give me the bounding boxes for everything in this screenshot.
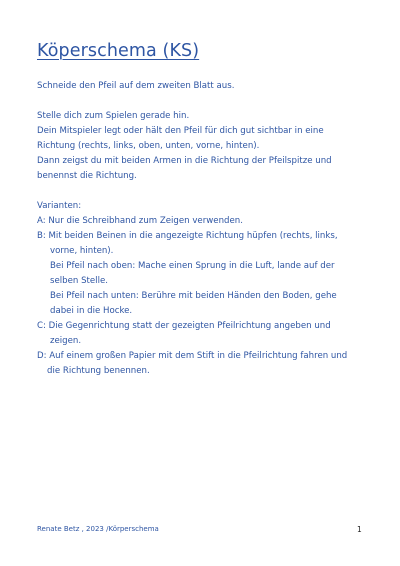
- page-title: Köperschema (KS): [37, 41, 200, 61]
- variant-d-continuation: die Richtung benennen.: [47, 366, 150, 376]
- variant-b-continuation: vorne, hinten).: [50, 246, 114, 256]
- instruction-line: Schneide den Pfeil auf dem zweiten Blatt aus.: [37, 81, 235, 91]
- paragraph-gap: [37, 94, 377, 109]
- instruction-line: Richtung (rechts, links, oben, unten, vorne, hinten).: [37, 141, 260, 151]
- footer-text: Renate Betz , 2023 /Körperschema: [37, 525, 159, 533]
- variant-c: C: Die Gegenrichtung statt der gezeigten Pfeilrichtung angeben und: [37, 321, 331, 331]
- page-number: 1: [357, 525, 362, 534]
- paragraph-gap: [37, 184, 377, 199]
- variant-c-continuation: zeigen.: [50, 336, 82, 346]
- variant-b-down: Bei Pfeil nach unten: Berühre mit beiden Händen den Boden, gehe: [50, 291, 337, 301]
- variants-heading: Varianten:: [37, 201, 82, 211]
- variant-b: B: Mit beiden Beinen in die angezeigte Richtung hüpfen (rechts, links,: [37, 231, 338, 241]
- instruction-line: benennst die Richtung.: [37, 171, 137, 181]
- variant-a: A: Nur die Schreibhand zum Zeigen verwenden.: [37, 216, 243, 226]
- variant-b-up-continuation: selben Stelle.: [50, 276, 108, 286]
- instruction-line: Dein Mitspieler legt oder hält den Pfeil für dich gut sichtbar in eine: [37, 126, 324, 136]
- variant-b-down-continuation: dabei in die Hocke.: [50, 306, 133, 316]
- instruction-line: Dann zeigst du mit beiden Armen in die Richtung der Pfeilspitze und: [37, 156, 332, 166]
- variant-d: D: Auf einem großen Papier mit dem Stift in die Pfeilrichtung fahren und: [37, 351, 348, 361]
- instruction-line: Stelle dich zum Spielen gerade hin.: [37, 111, 190, 121]
- variant-b-up: Bei Pfeil nach oben: Mache einen Sprung in die Luft, lande auf der: [50, 261, 335, 271]
- document-body: [37, 79, 377, 379]
